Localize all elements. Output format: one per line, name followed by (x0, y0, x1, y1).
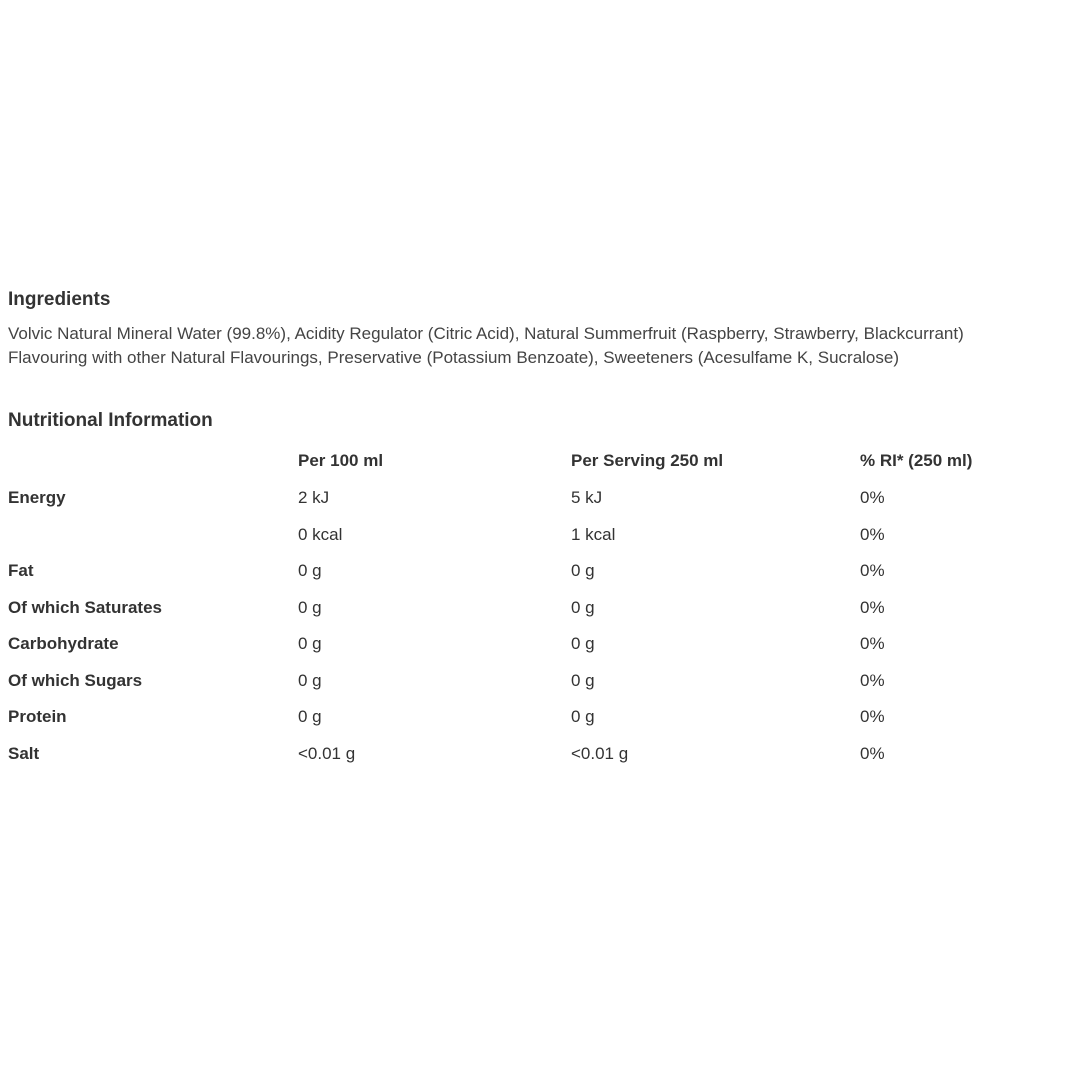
ingredients-heading: Ingredients (8, 289, 111, 310)
row-label: Fat (8, 561, 34, 580)
row-per-100ml: 0 g (298, 598, 322, 617)
row-ri: 0% (860, 598, 885, 617)
table-row (0, 487, 1080, 517)
row-per-100ml: 0 kcal (298, 525, 343, 544)
row-per-serving: 0 g (571, 598, 595, 617)
table-row (0, 524, 1080, 554)
row-per-serving: 0 g (571, 634, 595, 653)
column-header-ri: % RI* (250 ml) (860, 451, 973, 470)
row-ri: 0% (860, 634, 885, 653)
column-header-per-serving: Per Serving 250 ml (571, 451, 724, 470)
table-row (0, 706, 1080, 736)
row-label: Energy (8, 488, 66, 507)
row-ri: 0% (860, 525, 885, 544)
ingredients-line-2: Flavouring with other Natural Flavourings, Preservative (Potassium Benzoate), Sweeteners (Acesulfame K, Sucralose) (8, 348, 899, 367)
row-per-serving: 0 g (571, 671, 595, 690)
ingredients-line-1: Volvic Natural Mineral Water (99.8%), Acidity Regulator (Citric Acid), Natural Summerfruit (Raspberry, Strawberry, Blackcurrant) (8, 324, 964, 343)
row-label: Protein (8, 707, 67, 726)
row-label: Of which Sugars (8, 671, 143, 690)
row-per-serving: 0 g (571, 561, 595, 580)
row-label: Carbohydrate (8, 634, 119, 653)
row-per-100ml: 0 g (298, 561, 322, 580)
nutrition-table-header (0, 450, 1080, 480)
row-per-100ml: 0 g (298, 634, 322, 653)
row-ri: 0% (860, 561, 885, 580)
row-per-100ml: 0 g (298, 671, 322, 690)
table-row (0, 743, 1080, 773)
row-per-serving: <0.01 g (571, 744, 629, 763)
ingredients-text (8, 322, 1078, 370)
row-per-serving: 5 kJ (571, 488, 603, 507)
row-ri: 0% (860, 744, 885, 763)
table-row (0, 633, 1080, 663)
row-per-serving: 0 g (571, 707, 595, 726)
row-ri: 0% (860, 707, 885, 726)
row-per-100ml: <0.01 g (298, 744, 356, 763)
row-per-100ml: 0 g (298, 707, 322, 726)
row-per-100ml: 2 kJ (298, 488, 330, 507)
row-per-serving: 1 kcal (571, 525, 616, 544)
row-label: Salt (8, 744, 40, 763)
row-label: Of which Saturates (8, 598, 162, 617)
table-row (0, 670, 1080, 700)
row-ri: 0% (860, 488, 885, 507)
row-ri: 0% (860, 671, 885, 690)
column-header-per-100ml: Per 100 ml (298, 451, 384, 470)
table-row (0, 560, 1080, 590)
table-row (0, 597, 1080, 627)
nutrition-heading: Nutritional Information (8, 410, 213, 431)
